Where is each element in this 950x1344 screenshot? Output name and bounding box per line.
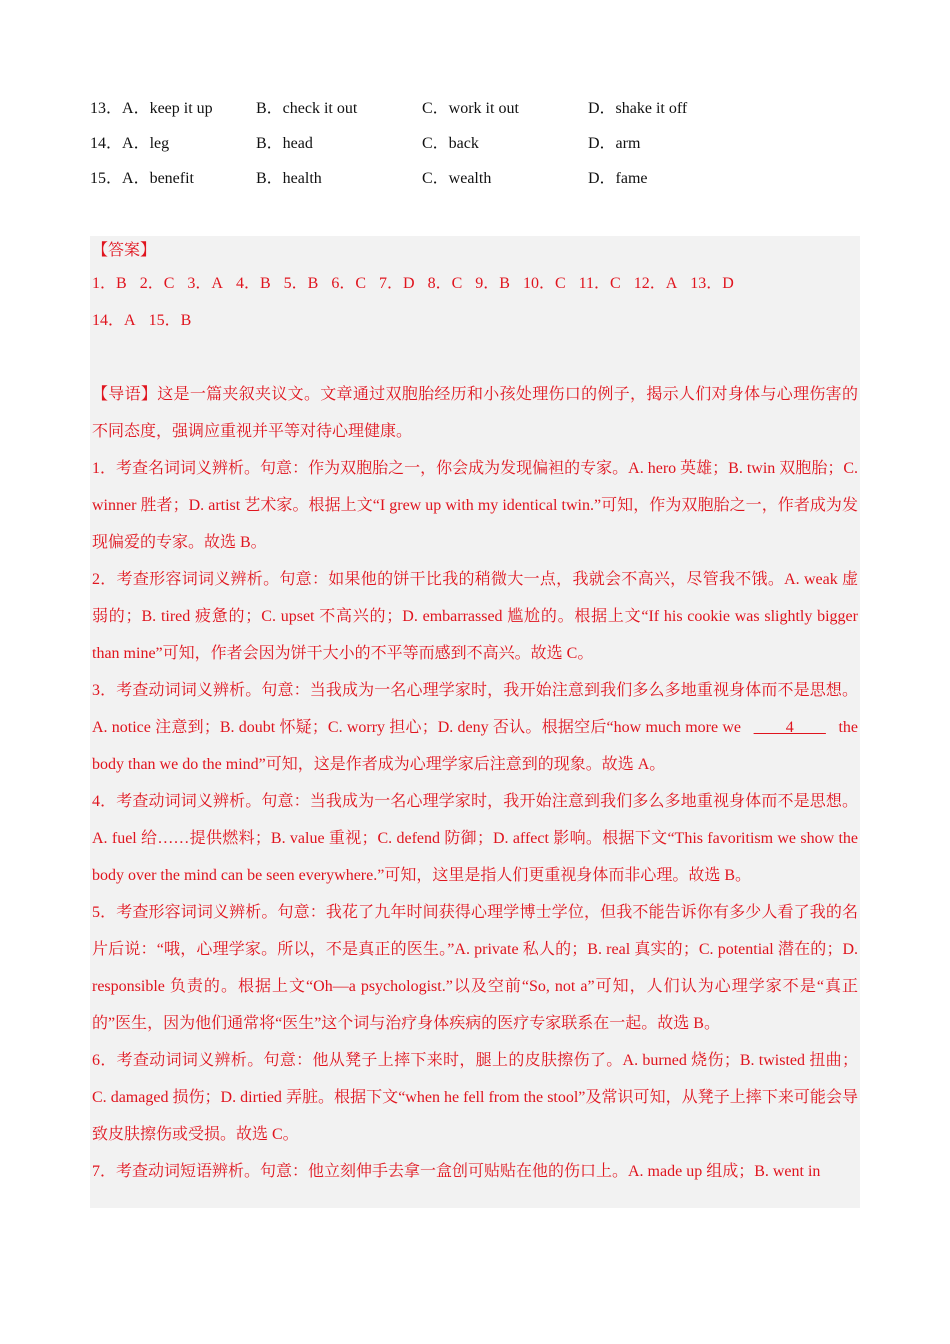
option-a: 14．A．leg (90, 135, 170, 152)
answer-key: 2．C (139, 275, 175, 292)
answer-key: 3．A (187, 275, 223, 292)
option-a: 13．A．keep it up (90, 100, 213, 117)
answer-key: 9．B (475, 275, 510, 292)
answer-key-line-1 (92, 272, 747, 296)
explanation-5: 5．考查形容词词义辨析。句意：我花了九年时间获得心理学博士学位，但我不能告诉你有多少人看了我的名片后说：“哦，心理学家。所以，不是真正的医生。”A. private 私人的；B. real 真实的；C. potential 潜在的；D. responsible 负责的。根据上文“Oh—a psychologist.”以及空前“So, not a”可知，人们认为心理学家不是“真正的”医生，因为他们通常将“医生”这个词与治疗身体疾病的医疗专家联系在一起。故选 B。 (92, 904, 858, 1032)
guide-paragraph (92, 376, 858, 450)
question-row (90, 166, 850, 192)
analysis-body (92, 376, 858, 1190)
guide-label: 【导语】 (92, 386, 158, 403)
answer-key: 13．D (690, 275, 734, 292)
question-row (90, 131, 850, 157)
explanation-2: 2．考查形容词词义辨析。句意：如果他的饼干比我的稍微大一点，我就会不高兴，尽管我不饿。A. weak 虚弱的；B. tired 疲惫的；C. upset 不高兴的；D. embarrassed 尴尬的。根据上文“If his cookie was slightly bigger than mine”可知，作者会因为饼干大小的不平等而感到不高兴。故选 C。 (92, 571, 858, 662)
option-d: D．arm (588, 135, 641, 152)
option-b: B．check it out (256, 100, 358, 117)
explanation-1: 1．考查名词词义辨析。句意：作为双胞胎之一，你会成为发现偏袒的专家。A. hero 英雄；B. twin 双胞胎；C. winner 胜者；D. artist 艺术家。根据上文“I grew up with my identical twin.”可知，作为双胞胎之一，作者成为发现偏爱的专家。故选 B。 (92, 460, 858, 551)
answer-section (90, 236, 860, 1208)
explanation-7: 7．考查动词短语辨析。句意：他立刻伸手去拿一盒创可贴贴在他的伤口上。A. made up 组成；B. went in (92, 1163, 821, 1180)
explanation-4: 4．考查动词词义辨析。句意：当我成为一名心理学家时，我开始注意到我们多么多地重视身体而不是思想。A. fuel 给……提供燃料；B. value 重视；C. defend 防御；D. affect 影响。根据下文“This favoritism we show the body over the mind can be seen everywhere.”可知，这里是指人们更重视身体而非心理。故选 B。 (92, 793, 858, 884)
answer-title: 【答案】 (92, 242, 157, 259)
answer-key: 10．C (522, 275, 566, 292)
explanation-3: 3．考查动词词义辨析。句意：当我成为一名心理学家时，我开始注意到我们多么多地重视身体而不是思想。A. notice 注意到；B. doubt 怀疑；C. worry 担心；D. deny 否认。根据空后“how much more we ____4____ the body than we do the mind”可知，这是作者成为心理学家后注意到的现象。故选 A。 (92, 682, 858, 773)
answer-key: 5．B (283, 275, 319, 292)
option-d: D．fame (588, 170, 648, 187)
answer-key: 1．B (92, 275, 127, 292)
answer-key: 7．D (379, 275, 415, 292)
answer-key: 6．C (331, 275, 366, 292)
answer-key: 4．B (235, 275, 271, 292)
option-c: C．back (422, 135, 479, 152)
option-d: D．shake it off (588, 100, 688, 117)
guide-text: 这是一篇夹叙夹议文。文章通过双胞胎经历和小孩处理伤口的例子，揭示人们对身体与心理伤害的不同态度，强调应重视并平等对待心理健康。 (92, 386, 858, 440)
answer-key: 11．C (578, 275, 621, 292)
answer-key: 14．A (92, 312, 136, 329)
answer-key-line-2 (92, 309, 204, 333)
answer-key: 8．C (427, 275, 463, 292)
answer-key: 15．B (148, 312, 192, 329)
option-c: C．work it out (422, 100, 519, 117)
option-c: C．wealth (422, 170, 492, 187)
option-a: 15．A．benefit (90, 170, 194, 187)
explanation-6: 6．考查动词词义辨析。句意：他从凳子上摔下来时，腿上的皮肤擦伤了。A. burned 烧伤；B. twisted 扭曲；C. damaged 损伤；D. dirtied 弄脏。根据下文“when he fell from the stool”及常识可知，从凳子上摔下来可能会导致皮肤擦伤或受损。故选 C。 (92, 1052, 858, 1143)
answer-key: 12．A (633, 275, 678, 292)
question-row (90, 96, 850, 122)
blank-4: ____4____ (753, 719, 826, 736)
option-b: B．head (256, 135, 313, 152)
option-b: B．health (256, 170, 322, 187)
